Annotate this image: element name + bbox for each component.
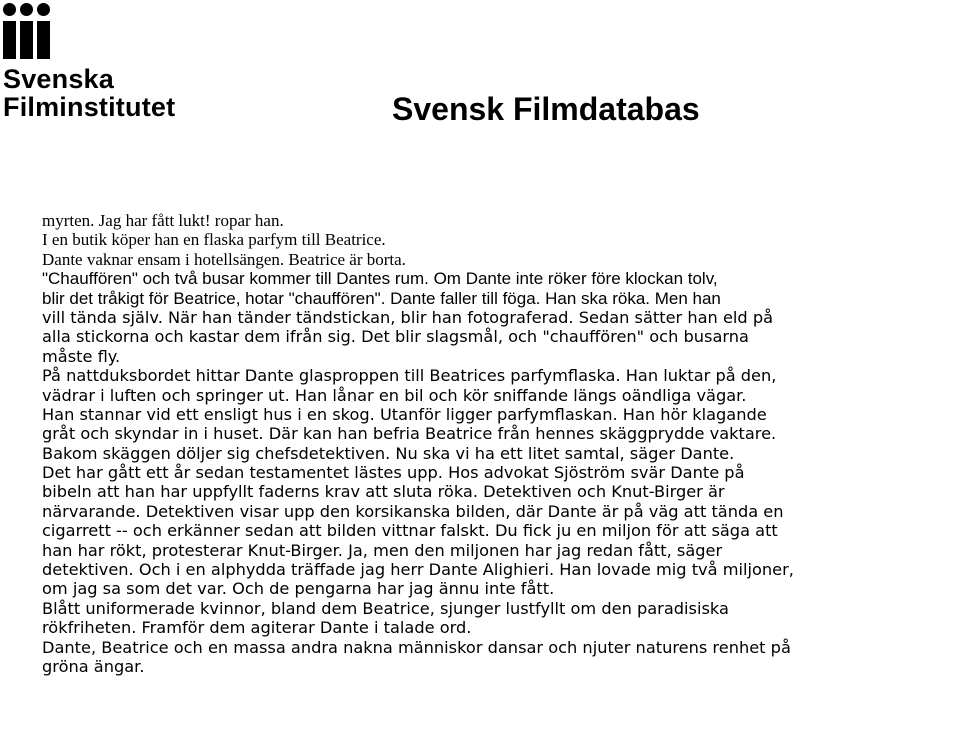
synopsis-line: detektiven. Och i en alphydda träffade jag herr Dante Alighieri. Han lovade mig två miljoner,: [42, 560, 794, 580]
synopsis-line: måste fly.: [42, 346, 121, 366]
logo-line-2: Filminstitutet: [3, 92, 176, 122]
synopsis-line: gröna ängar.: [42, 656, 145, 676]
site-title: Svensk Filmdatabas: [392, 91, 700, 127]
logo-wordmark: [3, 65, 175, 121]
synopsis-line: cigarrett -- och erkänner sedan att bilden vittnar falskt. Du fick ju en miljon för att säga att: [42, 521, 778, 541]
logo-block-icon: [3, 21, 51, 59]
synopsis-line: vädrar i luften och springer ut. Han lånar en bil och kör sniffande längs oändliga vägar.: [42, 385, 747, 405]
synopsis-line: gråt och skyndar in i huset. Där kan han befria Beatrice från hennes skäggprydde vaktare.: [42, 424, 777, 444]
synopsis-line: I en butik köper han en flaska parfym till Beatrice.: [42, 230, 386, 250]
synopsis-line: Dante, Beatrice och en massa andra nakna människor dansar och njuter naturens renhet på: [42, 637, 791, 657]
synopsis-line: Blått uniformerade kvinnor, bland dem Beatrice, sjunger lustfyllt om den paradisiska: [42, 598, 729, 618]
synopsis-line: Bakom skäggen döljer sig chefsdetektiven. Nu ska vi ha ett litet samtal, säger Dante.: [42, 443, 735, 463]
synopsis-line: bibeln att han har uppfyllt faderns krav att sluta röka. Detektiven och Knut-Birger är: [42, 482, 725, 502]
synopsis-line: rökfriheten. Framför dem agiterar Dante i talade ord.: [42, 618, 472, 638]
synopsis-line: Han stannar vid ett ensligt hus i en skog. Utanför ligger parfymflaskan. Han hör klagande: [42, 404, 767, 424]
synopsis-line: alla stickorna och kastar dem ifrån sig. Det blir slagsmål, och "chauffören" och busarna: [42, 327, 749, 347]
svenska-filminstitutet-logo[interactable]: [3, 3, 203, 125]
synopsis-line: [42, 676, 957, 695]
synopsis-text: [42, 211, 957, 735]
synopsis-line: myrten. Jag har fått lukt! ropar han.: [42, 211, 284, 230]
synopsis-line: "Chauffören" och två busar kommer till Dantes rum. Om Dante inte röker före klockan tolv,: [42, 269, 718, 289]
synopsis-line: [42, 715, 957, 734]
synopsis-line: närvarande. Detektiven visar upp den korsikanska bilden, där Dante är på väg att tända en: [42, 501, 784, 521]
synopsis-line: vill tända själv. När han tänder tändstickan, blir han fotograferad. Sedan sätter han eld på: [42, 307, 774, 327]
synopsis-line: Det har gått ett år sedan testamentet lästes upp. Hos advokat Sjöström svär Dante på: [42, 463, 745, 483]
synopsis-line: På nattduksbordet hittar Dante glasproppen till Beatrices parfymflaska. Han luktar på den,: [42, 366, 777, 386]
synopsis-line: [42, 696, 957, 715]
synopsis-line: om jag sa som det var. Och de pengarna har jag ännu inte fått.: [42, 579, 555, 599]
synopsis-line: han har rökt, protesterar Knut-Birger. Ja, men den miljonen har jag redan fått, säger: [42, 540, 723, 560]
synopsis-line: Dante vaknar ensam i hotellsängen. Beatrice är borta.: [42, 249, 406, 269]
logo-line-1: Svenska: [3, 64, 114, 94]
synopsis-line: blir det tråkigt för Beatrice, hotar "chauffören". Dante faller till föga. Han ska röka. Men han: [42, 288, 721, 308]
